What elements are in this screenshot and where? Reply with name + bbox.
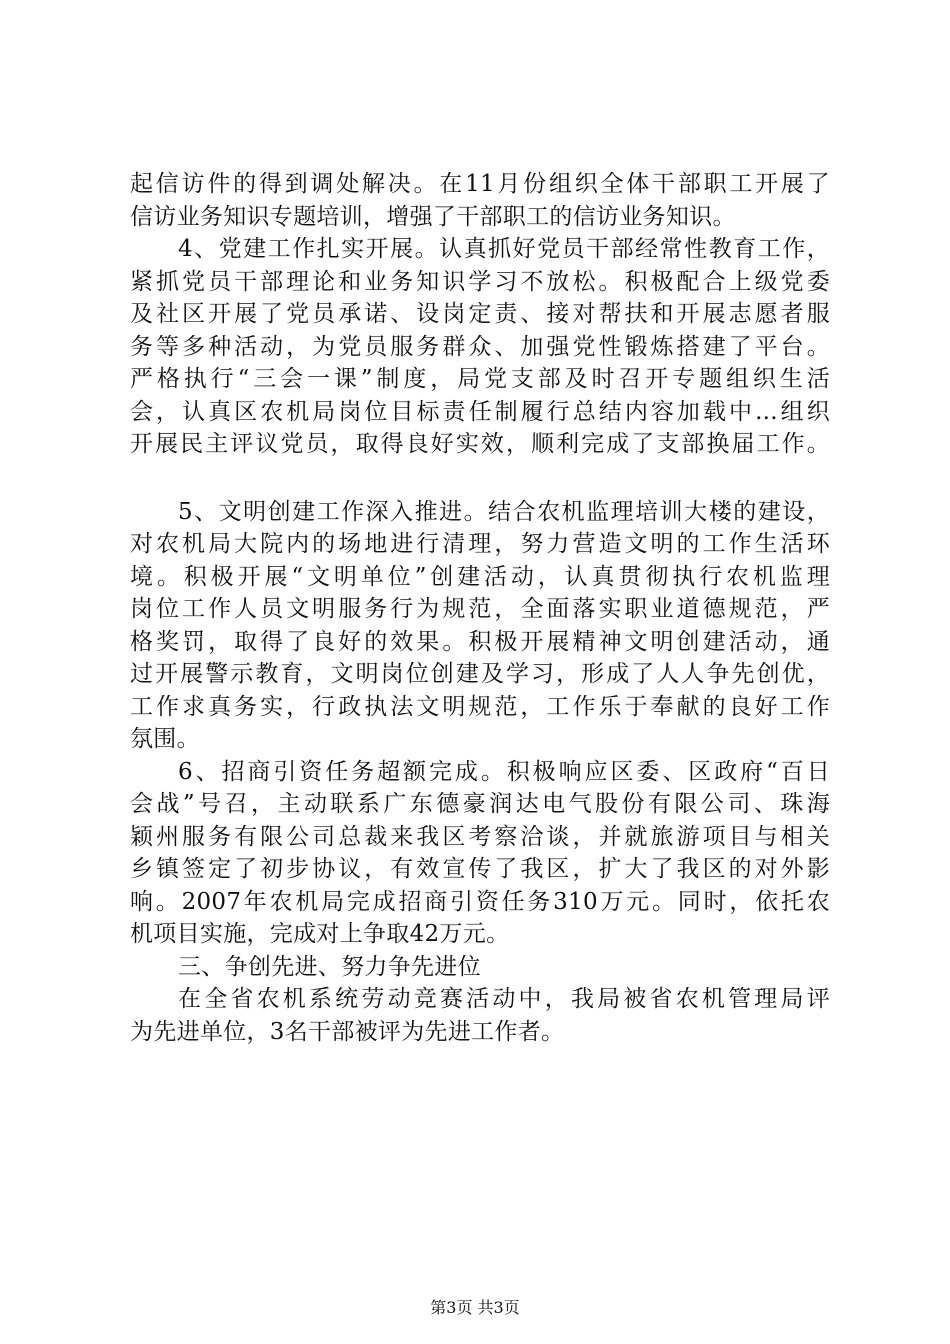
text-line: 开展民主评议党员，取得良好实效，顺利完成了支部换届工作。 — [130, 431, 830, 457]
text-line: 氛围。 — [130, 726, 200, 752]
text-line: 乡镇签定了初步协议，有效宣传了我区，扩大了我区的对外影 — [130, 856, 830, 882]
text-line: 工作求真务实，行政执法文明规范，工作乐于奉献的良好工作 — [130, 693, 830, 720]
heading-line: 三、争创先进、努力争先进位 — [178, 953, 481, 980]
text-line: 格奖罚，取得了良好的效果。积极开展精神文明创建活动，通 — [130, 628, 830, 655]
document-page — [130, 168, 830, 1048]
text-line: 起信访件的得到调处解决。在11月份组织全体干部职工开展了 — [130, 171, 830, 197]
paragraph-continuation — [130, 168, 830, 233]
text-line: 严格执行“三会一课”制度，局党支部及时召开专题组织生活 — [130, 366, 830, 392]
text-line: 紧抓党员干部理论和业务知识学习不放松。积极配合上级党委 — [130, 268, 830, 295]
paragraph-party-building — [130, 233, 830, 461]
text-line: 机项目实施，完成对上争取42万元。 — [130, 921, 510, 947]
text-line: 会，认真区农机局岗位目标责任制履行总结内容加载中...组织 — [130, 398, 830, 425]
page-number-label: 第3页 共3页 — [430, 1298, 520, 1317]
text-line: 5、文明创建工作深入推进。结合农机监理培训大楼的建设， — [178, 498, 830, 525]
text-line: 对农机局大院内的场地进行清理，努力营造文明的工作生活环 — [130, 531, 830, 557]
paragraph-civilization — [130, 496, 830, 756]
text-line: 会战”号召，主动联系广东德豪润达电气股份有限公司、珠海 — [130, 791, 830, 817]
paragraph-investment — [130, 756, 830, 951]
page-footer — [0, 1298, 950, 1318]
text-line: 4、党建工作扎实开展。认真抓好党员干部经常性教育工作， — [178, 236, 830, 262]
text-line: 为先进单位，3名干部被评为先进工作者。 — [130, 1018, 565, 1045]
text-line: 境。积极开展“文明单位”创建活动，认真贯彻执行农机监理 — [130, 563, 830, 590]
text-line: 及社区开展了党员承诺、设岗定责、接对帮扶和开展志愿者服 — [130, 301, 830, 327]
text-line: 颖州服务有限公司总裁来我区考察洽谈，并就旅游项目与相关 — [130, 823, 830, 850]
section-heading — [130, 951, 830, 984]
text-line: 信访业务知识专题培训，增强了干部职工的信访业务知识。 — [130, 203, 736, 230]
text-line: 务等多种活动，为党员服务群众、加强党性锻炼搭建了平台。 — [130, 333, 830, 360]
text-line: 在全省农机系统劳动竞赛活动中，我局被省农机管理局评 — [178, 986, 830, 1012]
text-line: 6、招商引资任务超额完成。积极响应区委、区政府“百日 — [178, 758, 830, 785]
text-line: 响。2007年农机局完成招商引资任务310万元。同时，依托农 — [130, 888, 830, 915]
paragraph-gap — [130, 461, 830, 496]
paragraph-awards — [130, 983, 830, 1048]
text-line: 过开展警示教育，文明岗位创建及学习，形成了人人争先创优， — [130, 661, 830, 687]
text-line: 岗位工作人员文明服务行为规范，全面落实职业道德规范，严 — [130, 596, 830, 622]
